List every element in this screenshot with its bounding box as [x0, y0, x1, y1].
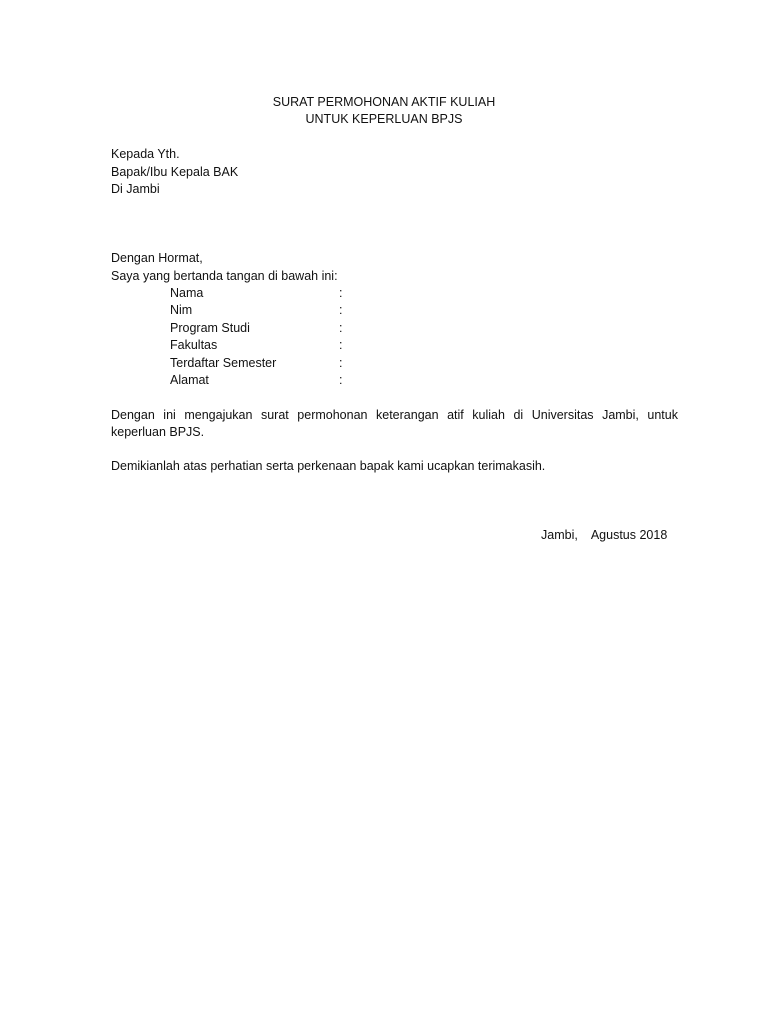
field-label: Program Studi — [170, 320, 250, 335]
field-label: Fakultas — [170, 338, 218, 353]
request-paragraph: Dengan ini mengajukan surat permohonan keterangan atif kuliah di Universitas Jambi, untuk keperluan BPJS. — [111, 408, 678, 439]
identity-fields — [170, 285, 370, 389]
intro-line: Saya yang bertanda tangan di bawah ini: — [111, 268, 338, 283]
recipient-line-1: Kepada Yth. — [111, 147, 180, 161]
field-colon: : — [339, 320, 343, 335]
field-colon: : — [339, 372, 343, 387]
recipient-line-2: Bapak/Ibu Kepala BAK — [111, 164, 239, 179]
closing-paragraph: Demikianlah atas perhatian serta perkenaan bapak kami ucapkan terimakasih. — [111, 459, 546, 473]
field-label: Nama — [170, 286, 204, 300]
opening-block — [111, 250, 338, 285]
field-colon: : — [339, 338, 343, 353]
field-colon: : — [339, 303, 343, 318]
signoff-place-date — [541, 527, 667, 544]
letter-title — [0, 94, 768, 128]
recipient-block — [111, 146, 238, 199]
field-label: Alamat — [170, 372, 209, 387]
field-row-nama — [170, 285, 370, 302]
field-row-alamat — [170, 372, 370, 389]
field-row-fakultas — [170, 337, 370, 354]
signoff-date: Agustus 2018 — [590, 528, 668, 542]
recipient-line-3: Di Jambi — [111, 182, 160, 196]
field-label: Terdaftar Semester — [170, 355, 277, 370]
greeting: Dengan Hormat, — [111, 251, 203, 265]
field-label: Nim — [170, 303, 193, 318]
field-row-program-studi — [170, 320, 370, 337]
field-colon: : — [339, 355, 343, 370]
title-line-1: SURAT PERMOHONAN AKTIF KULIAH — [272, 95, 496, 109]
field-row-nim — [170, 302, 370, 319]
title-line-2: UNTUK KEPERLUAN BPJS — [305, 112, 463, 126]
field-colon: : — [339, 286, 343, 300]
field-row-terdaftar-semester — [170, 355, 370, 372]
signoff-city: Jambi, — [541, 528, 578, 542]
